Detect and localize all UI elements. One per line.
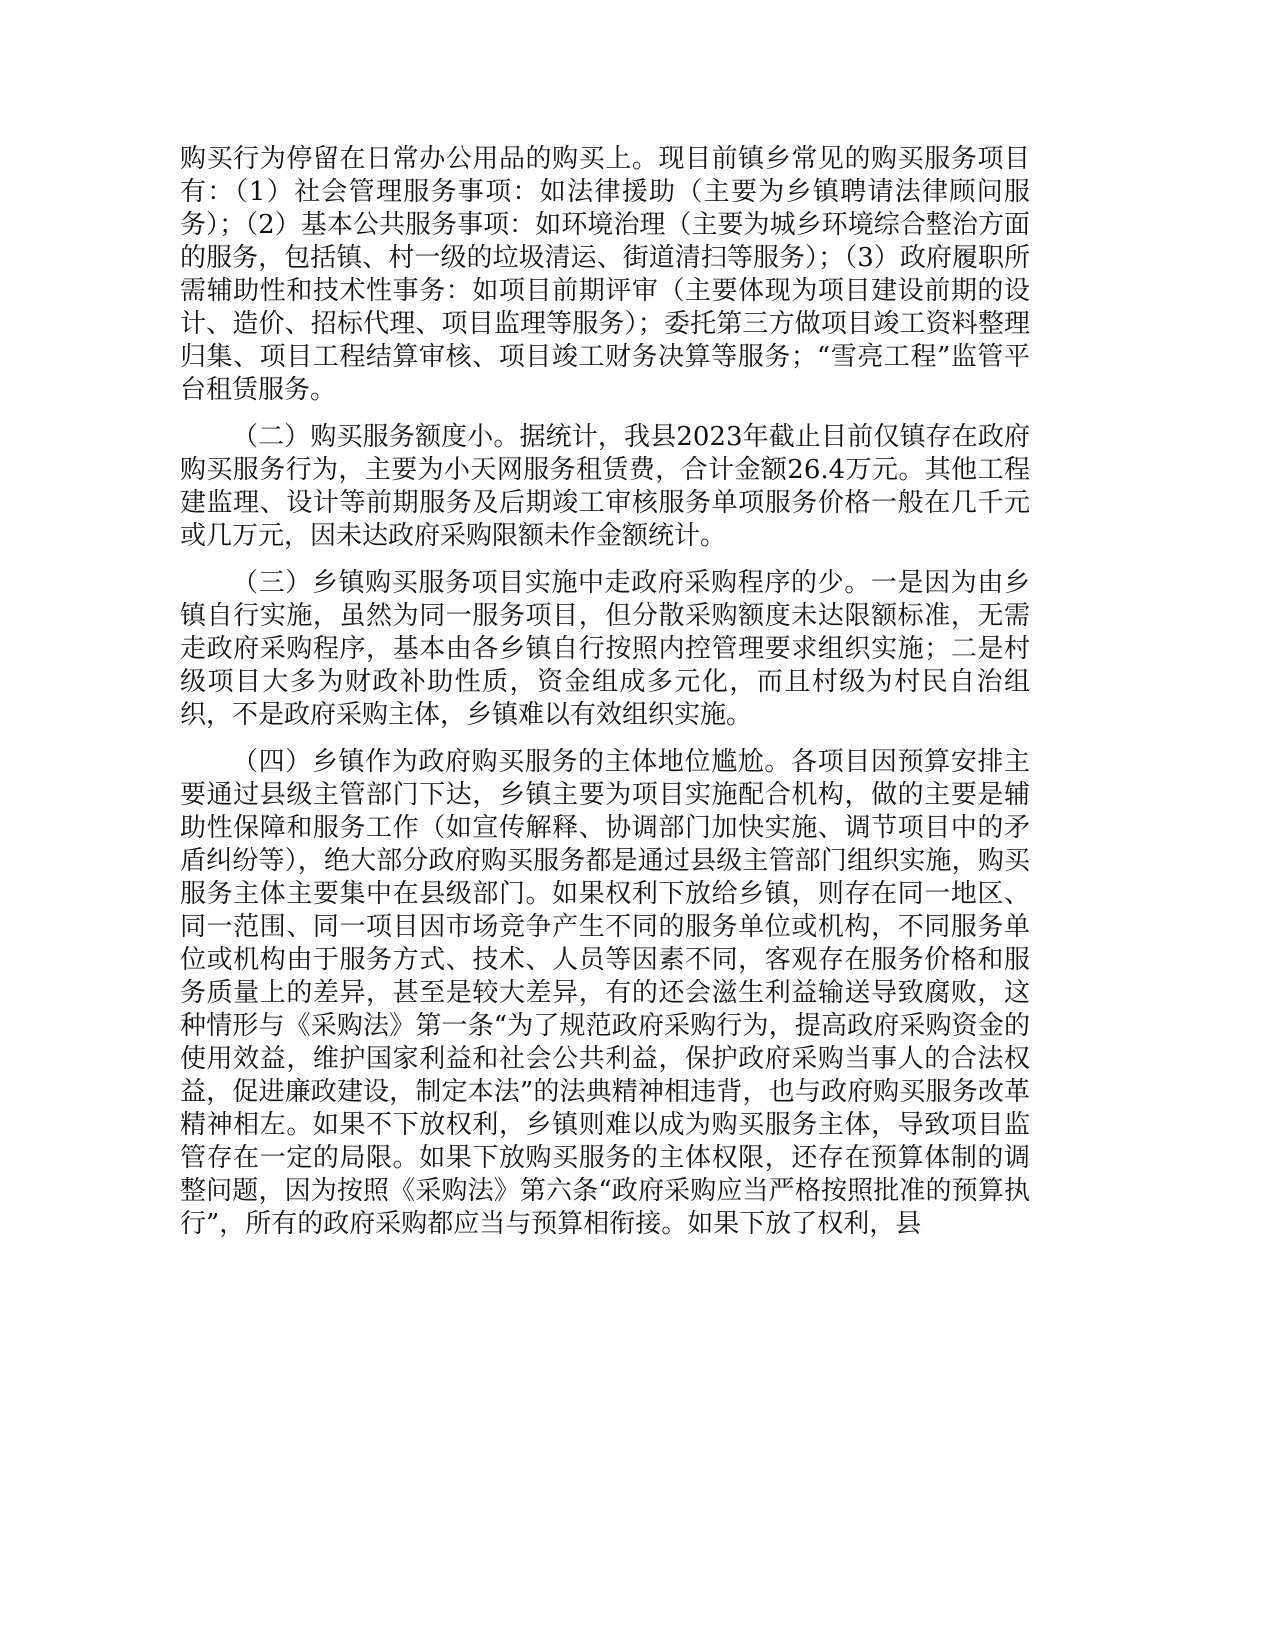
paragraph-3: （三）乡镇购买服务项目实施中走政府采购程序的少。一是因为由乡镇自行实施，虽然为同一服务项目，但分散采购额度未达限额标准，无需走政府采购程序，基本由各乡镇自行按照内控管理要求组织实施；二是村级项目大多为财政补助性质，资金组成多元化，而且村级为村民自治组织，不是政府采购主体，乡镇难以有效组织实施。 bbox=[180, 568, 1030, 730]
paragraph-2: （二）购买服务额度小。据统计，我县2023年截止目前仅镇存在政府购买服务行为，主要为小天网服务租赁费，合计金额26.4万元。其他工程建监理、设计等前期服务及后期竣工审核服务单项服务价格一般在几千元或几万元，因未达政府采购限额未作金额统计。 bbox=[180, 422, 1030, 551]
paragraph-continued: 购买行为停留在日常办公用品的购买上。现目前镇乡常见的购买服务项目有：（1）社会管理服务事项：如法律援助（主要为乡镇聘请法律顾问服务）；（2）基本公共服务事项：如环境治理（主要为城乡环境综合整治方面的服务，包括镇、村一级的垃圾清运、街道清扫等服务）；（3）政府履职所需辅助性和技术性事务：如项目前期评审（主要体现为项目建设前期的设计、造价、招标代理、项目监理等服务）；委托第三方做项目竣工资料整理归集、项目工程结算审核、项目竣工财务决算等服务；“雪亮工程”监管平台租赁服务。 bbox=[180, 144, 1030, 405]
document-body bbox=[180, 143, 1030, 1255]
paragraph-4: （四）乡镇作为政府购买服务的主体地位尴尬。各项目因预算安排主要通过县级主管部门下达，乡镇主要为项目实施配合机构，做的主要是辅助性保障和服务工作（如宣传解释、协调部门加快实施、调节项目中的矛盾纠纷等），绝大部分政府购买服务都是通过县级主管部门组织实施，购买服务主体主要集中在县级部门。如果权利下放给乡镇，则存在同一地区、同一范围、同一项目因市场竞争产生不同的服务单位或机构，不同服务单位或机构由于服务方式、技术、人员等因素不同，客观存在服务价格和服务质量上的差异，甚至是较大差异，有的还会滋生利益输送导致腐败，这种情形与《采购法》第一条“为了规范政府采购行为，提高政府采购资金的使用效益，维护国家利益和社会公共利益，保护政府采购当事人的合法权益，促进廉政建设，制定本法”的法典精神相违背，也与政府购买服务改革精神相左。如果不下放权利，乡镇则难以成为购买服务主体，导致项目监管存在一定的局限。如果下放购买服务的主体权限，还存在预算体制的调整问题，因为按照《采购法》第六条“政府采购应当严格按照批准的预算执行”，所有的政府采购都应当与预算相衔接。如果下放了权利，县 bbox=[180, 747, 1030, 1239]
